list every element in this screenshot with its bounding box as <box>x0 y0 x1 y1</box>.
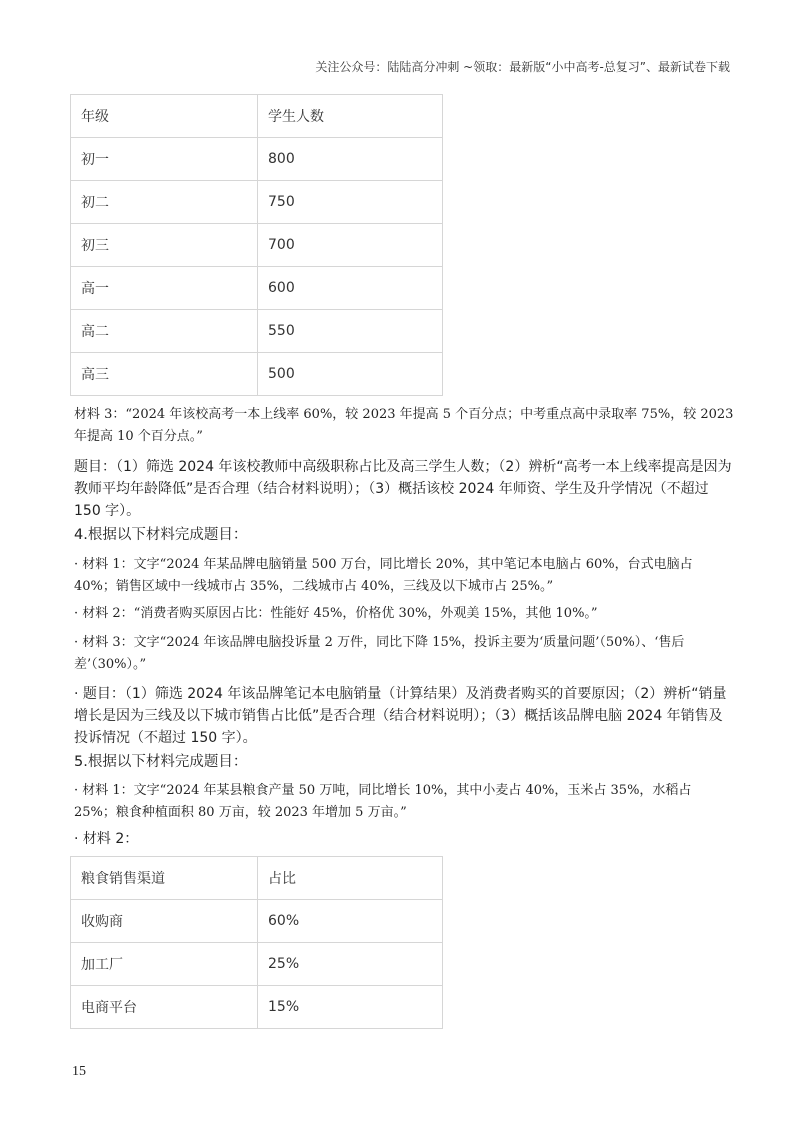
table-cell-grade: 高二 <box>71 310 258 353</box>
q4-material-1: · 材料 1：文字“2024 年某品牌电脑销量 500 万台，同比增长 20%，其中笔记本电脑占 60%，台式电脑占 40%；销售区域中一线城市占 35%，二线城市占 40%，三线及以下城市占 25%。” <box>74 554 734 598</box>
table-cell-grade: 初二 <box>71 181 258 224</box>
q5-material-1: · 材料 1：文字“2024 年某县粮食产量 50 万吨，同比增长 10%，其中小麦占 40%，玉米占 35%，水稻占 25%；粮食种植面积 80 万亩，较 2023 年增加 5 万亩。” <box>74 780 734 824</box>
table-row <box>71 310 443 353</box>
page-number: 15 <box>72 1064 86 1079</box>
q3-material-3: 材料 3：“2024 年该校高考一本上线率 60%，较 2023 年提高 5 个百分点；中考重点高中录取率 75%，较 2023 年提高 10 个百分点。” <box>74 407 734 444</box>
q4-question: · 题目：（1）筛选 2024 年该品牌笔记本电脑销量（计算结果）及消费者购买的首要原因；（2）辨析“销量增长是因为三线及以下城市销售占比低”是否合理（结合材料说明）；（3）概括该品牌电脑 2024 年销售及投诉情况（不超过 150 字）。 <box>74 683 734 749</box>
table-row <box>71 943 443 986</box>
table-cell-grade: 初一 <box>71 138 258 181</box>
table-cell-count: 550 <box>258 310 443 353</box>
table-cell-count: 750 <box>258 181 443 224</box>
table-cell-count: 500 <box>258 353 443 396</box>
table-header-row <box>71 857 443 900</box>
table-cell-share: 25% <box>258 943 443 986</box>
q5-title: 5.根据以下材料完成题目： <box>74 754 248 770</box>
q4-material-3: · 材料 3：文字“2024 年该品牌电脑投诉量 2 万件，同比下降 15%，投诉主要为‘质量问题’（50%）、‘售后差’（30%）。” <box>74 632 734 676</box>
table-cell-grade: 高一 <box>71 267 258 310</box>
table-header-row <box>71 95 443 138</box>
table-cell-count: 800 <box>258 138 443 181</box>
q4-title: 4.根据以下材料完成题目： <box>74 527 248 543</box>
table-row <box>71 900 443 943</box>
table-cell-share: 60% <box>258 900 443 943</box>
table-cell-count: 700 <box>258 224 443 267</box>
table-header-cell: 占比 <box>258 857 443 900</box>
table-cell-grade: 高三 <box>71 353 258 396</box>
table-row <box>71 138 443 181</box>
table-row <box>71 181 443 224</box>
table-header-cell: 学生人数 <box>258 95 443 138</box>
page-header: 关注公众号：陆陆高分冲刺 ~领取：最新版“小中高考-总复习”、最新试卷下载 <box>315 60 730 74</box>
table-header-cell: 年级 <box>71 95 258 138</box>
table-header-cell: 粮食销售渠道 <box>71 857 258 900</box>
table-row <box>71 986 443 1029</box>
table-cell-count: 600 <box>258 267 443 310</box>
table-row <box>71 353 443 396</box>
table-cell-channel: 电商平台 <box>71 986 258 1029</box>
q5-material-2-label: · 材料 2： <box>74 828 734 850</box>
table-row <box>71 224 443 267</box>
table-row <box>71 267 443 310</box>
table-cell-channel: 收购商 <box>71 900 258 943</box>
table-cell-channel: 加工厂 <box>71 943 258 986</box>
q3-question: 题目：（1）筛选 2024 年该校教师中高级职称占比及高三学生人数；（2）辨析“高考一本上线率提高是因为教师平均年龄降低”是否合理（结合材料说明）；（3）概括该校 2024 年师资、学生及升学情况（不超过 150 字）。 <box>74 459 732 519</box>
grain-sales-table <box>70 856 443 1029</box>
table-cell-grade: 初三 <box>71 224 258 267</box>
students-table <box>70 94 443 396</box>
table-cell-share: 15% <box>258 986 443 1029</box>
q4-material-2: · 材料 2：“消费者购买原因占比：性能好 45%，价格优 30%，外观美 15%，其他 10%。” <box>74 603 734 625</box>
